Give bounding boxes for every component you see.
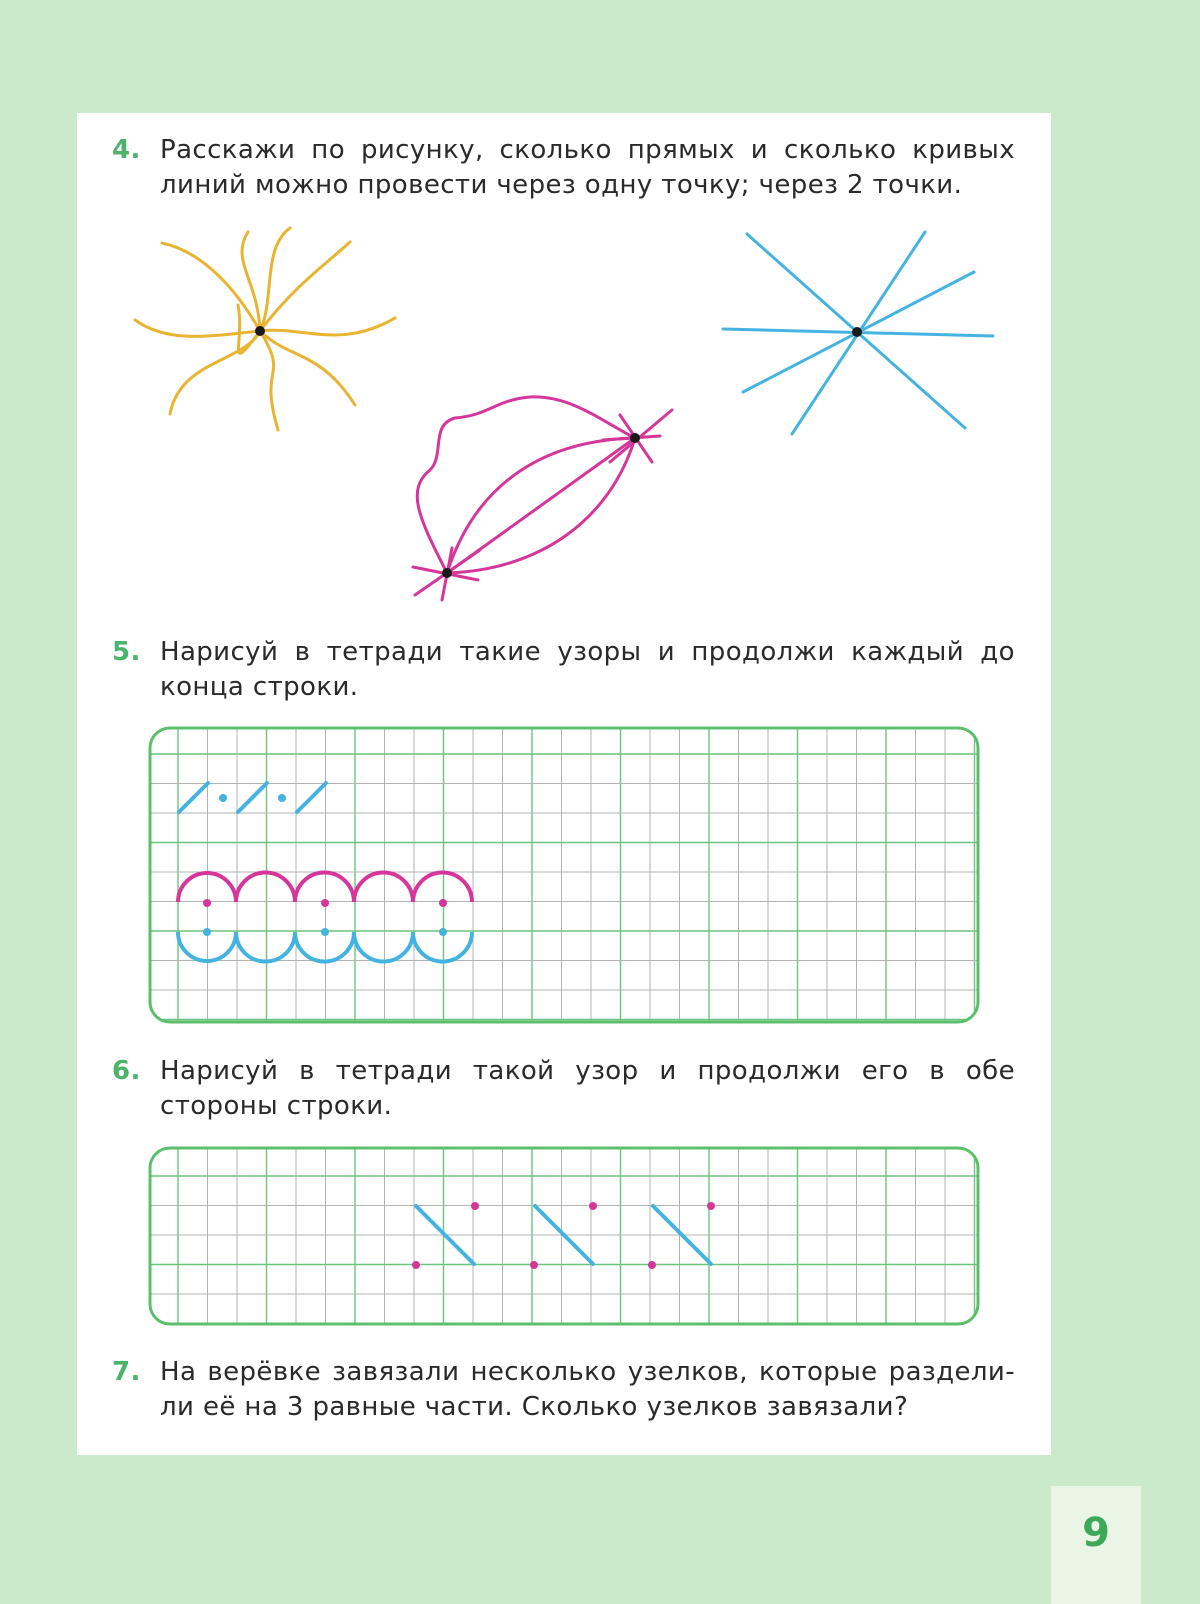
task-5 (110, 635, 1015, 705)
task-line-2: стороны строки. (160, 1091, 393, 1121)
pattern-dot (278, 794, 286, 802)
pattern-dot (321, 928, 329, 936)
pattern-grid-1 (148, 726, 980, 1024)
pattern-dot (439, 899, 447, 907)
task-line-1: Нарисуй в тетради такие узоры и продолжи каждый до (160, 637, 1015, 667)
pattern-dot (471, 1202, 479, 1210)
task-line-2: конца строки. (160, 672, 359, 702)
task-line-1: Нарисуй в тетради такой узор и продолжи его в обе (160, 1056, 1015, 1086)
task-number: 6. (112, 1056, 141, 1086)
task-number: 5. (112, 637, 141, 667)
pattern-dot (589, 1202, 597, 1210)
pattern-dot (219, 794, 227, 802)
task-number: 7. (112, 1357, 141, 1387)
task-number: 4. (112, 135, 141, 165)
task-line-2: линий можно провести через одну точку; через 2 точки. (160, 170, 963, 200)
pattern-dot (439, 928, 447, 936)
task-line-1: Расскажи по рисунку, сколько прямых и сколько кривых (160, 135, 1015, 165)
task-4 (110, 133, 1015, 203)
pattern-dot (321, 899, 329, 907)
pattern-dot (530, 1261, 538, 1269)
pattern-dot (203, 928, 211, 936)
page-number-box (1051, 1486, 1141, 1604)
pattern-dot (707, 1202, 715, 1210)
task-line-1: На верёвке завязали несколько узелков, которые раздели- (160, 1357, 1015, 1387)
pattern-dot (412, 1261, 420, 1269)
page-number: 9 (1082, 1510, 1110, 1556)
task-6 (110, 1054, 1015, 1124)
task-7 (110, 1355, 1015, 1425)
task-line-2: ли её на 3 равные части. Сколько узелков завязали? (160, 1392, 909, 1422)
pattern-grid-2 (148, 1146, 980, 1326)
pattern-dot (203, 899, 211, 907)
pattern-dot (648, 1261, 656, 1269)
